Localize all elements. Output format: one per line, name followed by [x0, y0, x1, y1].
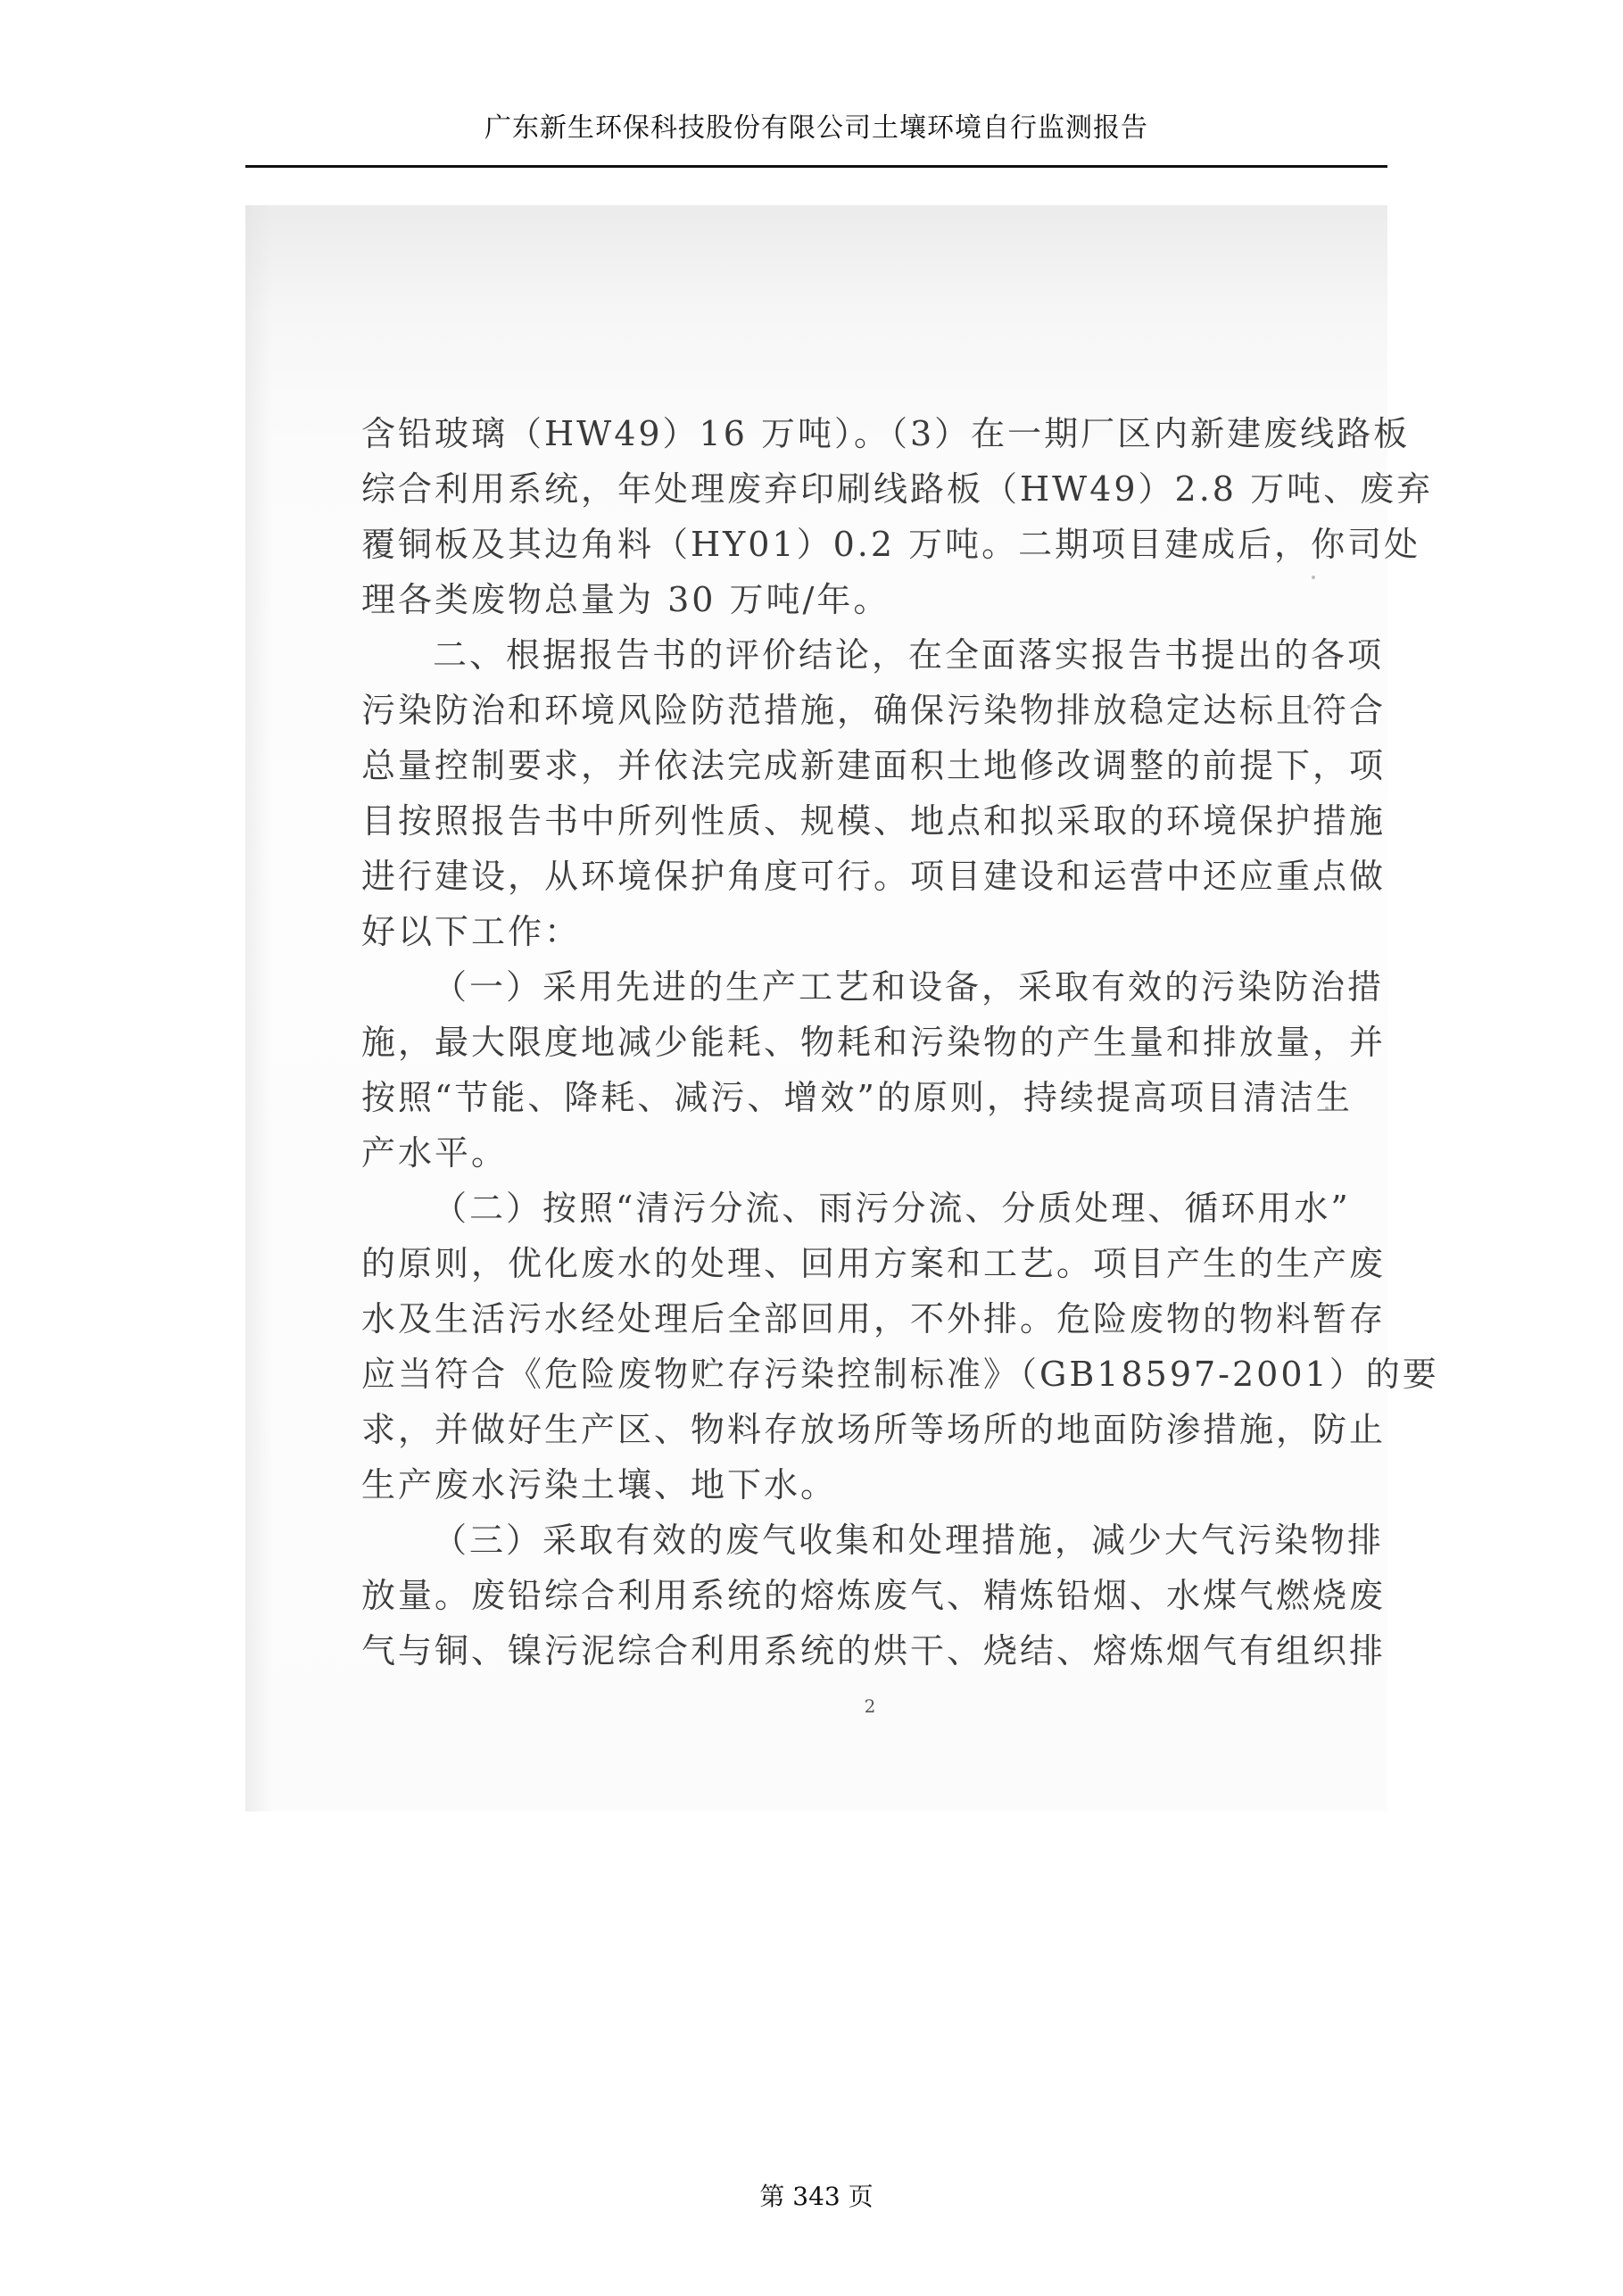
- paragraph-start-line: （一）采用先进的生产工艺和设备，采取有效的污染防治措: [433, 967, 1385, 1007]
- paragraph-start-line: （二）按照“清污分流、雨污分流、分质处理、循环用水”: [433, 1189, 1351, 1228]
- text-line: 综合利用系统，年处理废弃印刷线路板（HW49）2.8 万吨、废弃: [361, 469, 1434, 509]
- scanned-document-page: [245, 205, 1439, 1811]
- scan-edge-shading: [245, 205, 272, 1811]
- paragraph-start-line: 二、根据报告书的评价结论，在全面落实报告书提出的各项: [433, 635, 1385, 675]
- scan-page-number: 2: [864, 1695, 876, 1717]
- text-line: 产水平。: [361, 1133, 509, 1173]
- text-line: 进行建设，从环境保护角度可行。项目建设和运营中还应重点做: [361, 857, 1387, 896]
- text-line: 理各类废物总量为 30 万吨/年。: [361, 580, 890, 619]
- text-line: 按照“节能、降耗、减污、增效”的原则，持续提高项目清洁生: [361, 1078, 1353, 1117]
- text-line: 求，并做好生产区、物料存放场所等场所的地面防渗措施，防止: [361, 1410, 1387, 1449]
- text-line: 应当符合《危险废物贮存污染控制标准》（GB18597-2001）的要: [361, 1355, 1439, 1394]
- text-line: 污染防治和环境风险防范措施，确保污染物排放稳定达标且符合: [361, 691, 1387, 730]
- text-line: 总量控制要求，并依法完成新建面积土地修改调整的前提下，项: [361, 746, 1387, 785]
- page-footer-number: 第 343 页: [759, 2182, 874, 2211]
- scan-shading: [245, 205, 1387, 384]
- report-header-title: 广东新生环保科技股份有限公司土壤环境自行监测报告: [484, 112, 1148, 144]
- text-line: 好以下工作：: [361, 912, 582, 951]
- scan-body-text: [361, 406, 1439, 1678]
- text-line: 的原则，优化废水的处理、回用方案和工艺。项目产生的生产废: [361, 1244, 1387, 1283]
- text-line: 放量。废铅综合利用系统的熔炼废气、精炼铅烟、水煤气燃烧废: [361, 1576, 1387, 1615]
- text-line: 施，最大限度地减少能耗、物耗和污染物的产生量和排放量，并: [361, 1023, 1387, 1062]
- paragraph-start-line: （三）采取有效的废气收集和处理措施，减少大气污染物排: [433, 1521, 1385, 1560]
- text-line: 水及生活污水经处理后全部回用，不外排。危险废物的物料暂存: [361, 1299, 1387, 1339]
- text-line: 覆铜板及其边角料（HY01）0.2 万吨。二期项目建成后，你司处: [361, 525, 1421, 564]
- text-line: 目按照报告书中所列性质、规模、地点和拟采取的环境保护措施: [361, 801, 1387, 841]
- text-line: 生产废水污染土壤、地下水。: [361, 1465, 838, 1504]
- header-divider: [245, 165, 1387, 168]
- text-line: 气与铜、镍污泥综合利用系统的烘干、烧结、熔炼烟气有组织排: [361, 1631, 1387, 1670]
- text-line: 含铅玻璃（HW49）16 万吨）。（3）在一期厂区内新建废线路板: [361, 414, 1411, 453]
